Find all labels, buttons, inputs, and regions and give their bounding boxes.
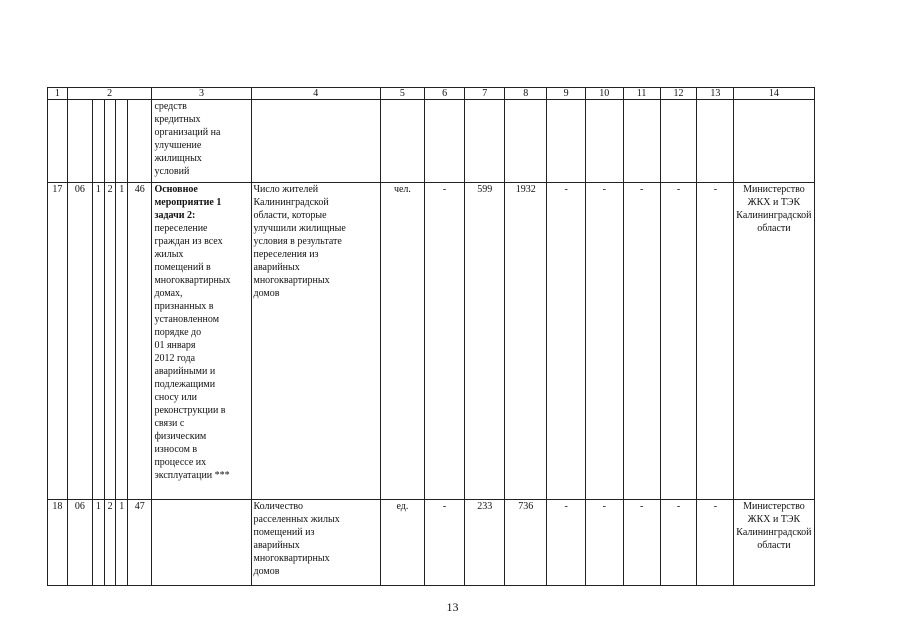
value-col-7: 233 — [465, 500, 505, 586]
header-cell-12: 12 — [660, 88, 697, 100]
value-col-8: 736 — [505, 500, 547, 586]
program-table — [47, 87, 905, 586]
value-col-7 — [465, 100, 505, 183]
header-cell-1: 1 — [48, 88, 68, 100]
value-col-6: - — [424, 183, 464, 500]
value-col-9: - — [547, 500, 586, 586]
page-number: 13 — [446, 600, 459, 614]
responsible: Министерство ЖКХ и ТЭК Калининградской области — [734, 183, 814, 500]
indicator-name: Число жителей Калининградской области, которые улучшили жилищные условия в результате переселения из аварийных многоквартирных домов — [251, 183, 381, 500]
value-col-13: - — [697, 500, 734, 586]
event-name — [152, 183, 251, 500]
value-col-7: 599 — [465, 183, 505, 500]
code-indicator: 47 — [128, 500, 152, 586]
value-col-8: 1932 — [505, 183, 547, 500]
value-col-13: - — [697, 183, 734, 500]
row-number: 18 — [48, 500, 68, 586]
value-col-9 — [547, 100, 586, 183]
value-col-6 — [424, 100, 464, 183]
code-gp: 06 — [67, 183, 92, 500]
event-name-bold: Основное мероприятие 1 задачи 2: — [154, 184, 222, 221]
row-number — [48, 100, 68, 183]
responsible — [734, 100, 814, 183]
code-task — [104, 100, 116, 183]
value-col-10: - — [585, 183, 623, 500]
value-col-12 — [660, 100, 697, 183]
unit: ед. — [381, 500, 425, 586]
value-col-10: - — [585, 500, 623, 586]
code-pgp: 1 — [93, 500, 105, 586]
code-pgp: 1 — [93, 183, 105, 500]
table-row — [48, 100, 905, 183]
responsible: Министерство ЖКХ и ТЭК Калининградской области — [734, 500, 814, 586]
header-cell-5: 5 — [381, 88, 425, 100]
value-col-10 — [585, 100, 623, 183]
value-col-11: - — [623, 500, 660, 586]
event-name-text: средств кредитных организаций на улучшение жилищных условий — [154, 101, 221, 177]
indicator-name — [251, 100, 381, 183]
value-col-12: - — [660, 500, 697, 586]
header-cell-14: 14 — [734, 88, 814, 100]
header-cell-7: 7 — [465, 88, 505, 100]
header-cell-2: 2 — [67, 88, 152, 100]
header-cell-8: 8 — [505, 88, 547, 100]
code-indicator: 46 — [128, 183, 152, 500]
code-event: 1 — [116, 183, 128, 500]
table-row — [48, 183, 905, 500]
table-row — [48, 500, 905, 586]
event-name — [152, 100, 251, 183]
unit: чел. — [381, 183, 425, 500]
code-event — [116, 100, 128, 183]
code-indicator — [128, 100, 152, 183]
event-name — [152, 500, 251, 586]
code-task: 2 — [104, 500, 116, 586]
header-cell-4: 4 — [251, 88, 381, 100]
header-cell-10: 10 — [585, 88, 623, 100]
header-cell-13: 13 — [697, 88, 734, 100]
value-col-8 — [505, 100, 547, 183]
event-name-text: переселение граждан из всех жилых помещений в многоквартирных домах, признанных в установленном порядке до 01 января 2012 года аварийными и подлежащими сносу или реконструкции в связи с физическим износом в процессе их эксплуатации *** — [154, 223, 231, 481]
value-col-11 — [623, 100, 660, 183]
code-gp: 06 — [67, 500, 92, 586]
value-col-11: - — [623, 183, 660, 500]
value-col-6: - — [424, 500, 464, 586]
header-cell-6: 6 — [424, 88, 464, 100]
value-col-12: - — [660, 183, 697, 500]
code-pgp — [93, 100, 105, 183]
row-number: 17 — [48, 183, 68, 500]
header-cell-3: 3 — [152, 88, 251, 100]
header-cell-9: 9 — [547, 88, 586, 100]
header-cell-11: 11 — [623, 88, 660, 100]
code-gp — [67, 100, 92, 183]
value-col-13 — [697, 100, 734, 183]
code-task: 2 — [104, 183, 116, 500]
value-col-9: - — [547, 183, 586, 500]
header-row — [48, 88, 905, 100]
unit — [381, 100, 425, 183]
indicator-name: Количество расселенных жилых помещений из аварийных многоквартирных домов — [251, 500, 381, 586]
code-event: 1 — [116, 500, 128, 586]
